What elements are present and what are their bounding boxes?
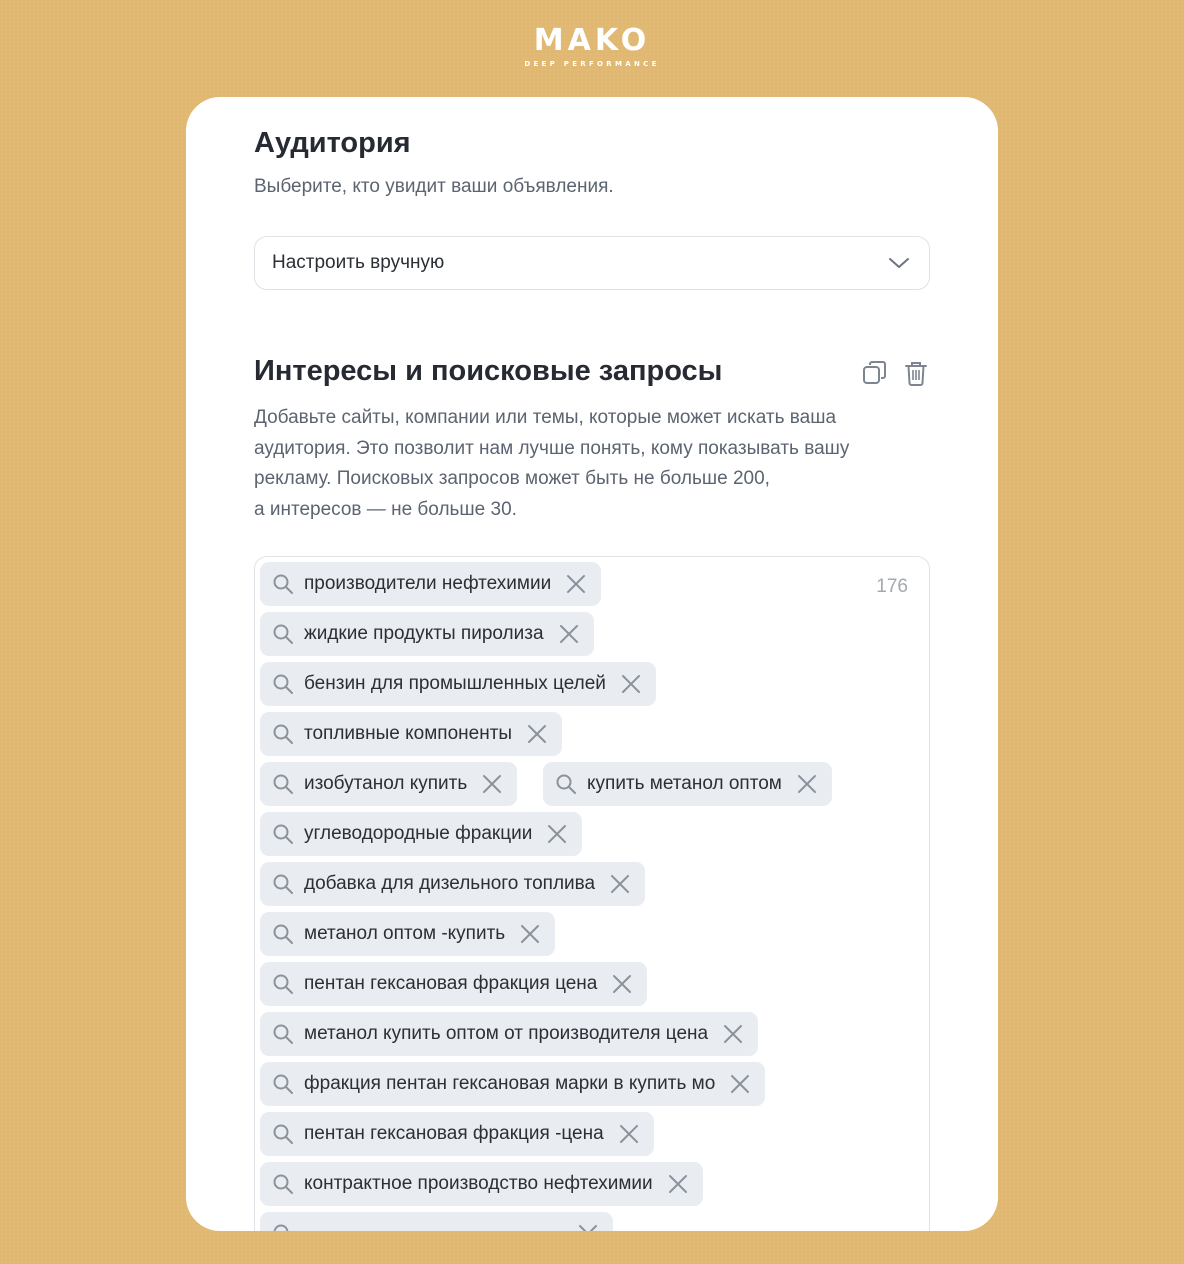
query-tag-partial[interactable] bbox=[260, 1212, 613, 1231]
query-tag[interactable] bbox=[260, 1062, 765, 1106]
search-icon bbox=[272, 1173, 294, 1195]
query-tag[interactable] bbox=[260, 1162, 703, 1206]
query-tag[interactable] bbox=[260, 562, 601, 606]
audience-select[interactable] bbox=[254, 236, 930, 290]
close-icon[interactable] bbox=[558, 623, 580, 645]
search-icon bbox=[272, 1223, 294, 1231]
settings-card bbox=[186, 97, 998, 1231]
query-tag[interactable] bbox=[543, 762, 832, 806]
logo bbox=[0, 23, 1184, 68]
close-icon[interactable] bbox=[796, 773, 818, 795]
description-line: аудитория. Это позволит нам лучше понять, кому показывать вашу bbox=[254, 437, 850, 459]
search-icon bbox=[272, 723, 294, 745]
query-tag-label: добавка для дизельного топлива bbox=[304, 873, 596, 894]
query-tag[interactable] bbox=[260, 1012, 758, 1056]
close-icon[interactable] bbox=[729, 1073, 751, 1095]
query-tag[interactable] bbox=[260, 912, 555, 956]
close-icon[interactable] bbox=[526, 723, 548, 745]
query-tag-label: топливные компоненты bbox=[304, 723, 513, 744]
search-icon bbox=[272, 573, 294, 595]
interests-title: Интересы и поисковые запросы bbox=[254, 355, 723, 387]
close-icon[interactable] bbox=[546, 823, 568, 845]
close-icon[interactable] bbox=[481, 773, 503, 795]
query-tag[interactable] bbox=[260, 612, 594, 656]
audience-subtitle: Выберите, кто увидит ваши объявления. bbox=[254, 176, 614, 197]
trash-icon[interactable] bbox=[902, 359, 930, 387]
search-icon bbox=[272, 773, 294, 795]
description-line: а интересов — не больше 30. bbox=[254, 498, 517, 520]
query-tag-label: пентан гексановая фракция -цена bbox=[304, 1123, 604, 1144]
search-icon bbox=[555, 773, 577, 795]
copy-icon[interactable] bbox=[861, 359, 889, 387]
query-tag-label: производители нефтехимии bbox=[304, 573, 552, 594]
query-tag[interactable] bbox=[260, 712, 562, 756]
close-icon[interactable] bbox=[577, 1223, 599, 1231]
chevron-down-icon bbox=[887, 253, 911, 273]
query-tag-label: контрактное производство нефтехимии bbox=[304, 1173, 653, 1194]
query-tag-label: фракция пентан гексановая марки в купить мо bbox=[304, 1073, 716, 1094]
query-tag-label: изобутанол купить bbox=[304, 773, 468, 794]
close-icon[interactable] bbox=[722, 1023, 744, 1045]
description-line: рекламу. Поисковых запросов может быть не больше 200, bbox=[254, 468, 770, 489]
close-icon[interactable] bbox=[611, 973, 633, 995]
search-icon bbox=[272, 1023, 294, 1045]
query-tag-label: метанол купить оптом от производителя цена bbox=[304, 1023, 709, 1044]
search-icon bbox=[272, 823, 294, 845]
query-tag[interactable] bbox=[260, 1112, 654, 1156]
search-icon bbox=[272, 623, 294, 645]
audience-select-value: Настроить вручную bbox=[272, 252, 445, 273]
audience-title: Аудитория bbox=[254, 127, 411, 159]
close-icon[interactable] bbox=[620, 673, 642, 695]
query-tag-label: углеводородные фракции bbox=[304, 823, 533, 844]
query-tag[interactable] bbox=[260, 862, 645, 906]
logo-wordmark: MAKO bbox=[533, 23, 651, 58]
interests-tag-input[interactable] bbox=[254, 556, 930, 1231]
search-icon bbox=[272, 873, 294, 895]
description-line: Добавьте сайты, компании или темы, которые может искать ваша bbox=[254, 407, 837, 428]
query-tag-label: бензин для промышленных целей bbox=[304, 673, 606, 694]
search-icon bbox=[272, 673, 294, 695]
search-icon bbox=[272, 1123, 294, 1145]
tag-counter: 176 bbox=[876, 576, 908, 597]
close-icon[interactable] bbox=[609, 873, 631, 895]
query-tag[interactable] bbox=[260, 812, 582, 856]
query-tag-label: жидкие продукты пиролиза bbox=[304, 623, 544, 644]
search-icon bbox=[272, 1073, 294, 1095]
search-icon bbox=[272, 973, 294, 995]
query-tag-label: пентан гексановая фракция цена bbox=[304, 973, 598, 994]
close-icon[interactable] bbox=[565, 573, 587, 595]
query-tag-label: купить метанол оптом bbox=[587, 773, 782, 794]
query-tag[interactable] bbox=[260, 662, 656, 706]
query-tag[interactable] bbox=[260, 762, 517, 806]
query-tag-label: метанол оптом -купить bbox=[304, 923, 506, 944]
close-icon[interactable] bbox=[667, 1173, 689, 1195]
search-icon bbox=[272, 923, 294, 945]
interests-description bbox=[254, 403, 914, 525]
logo-tagline: DEEP PERFORMANCE bbox=[524, 60, 660, 68]
query-tag[interactable] bbox=[260, 962, 647, 1006]
close-icon[interactable] bbox=[618, 1123, 640, 1145]
close-icon[interactable] bbox=[519, 923, 541, 945]
